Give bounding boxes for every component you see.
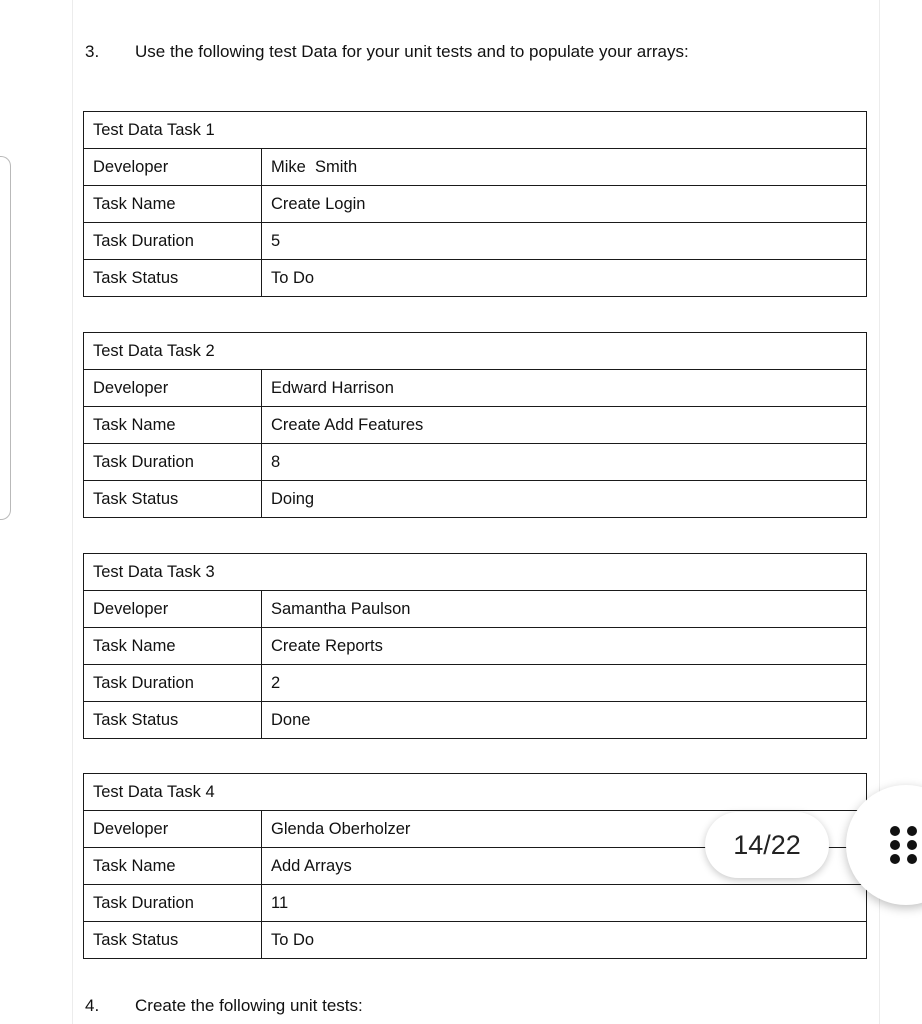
task-duration-label: Task Duration <box>84 223 262 260</box>
table-row <box>84 407 867 444</box>
task-status-label: Task Status <box>84 260 262 297</box>
task-name-label: Task Name <box>84 848 262 885</box>
task-duration-value: 5 <box>262 223 867 260</box>
task-name-value: Create Reports <box>262 628 867 665</box>
task-name-value: Create Add Features <box>262 407 867 444</box>
table-row <box>84 149 867 186</box>
table-row <box>84 885 867 922</box>
developer-value: Glenda Oberholzer <box>262 811 867 848</box>
developer-label: Developer <box>84 591 262 628</box>
table-title: Test Data Task 4 <box>84 774 867 811</box>
task-name-label: Task Name <box>84 407 262 444</box>
table-row <box>84 591 867 628</box>
task-status-label: Task Status <box>84 702 262 739</box>
table-title-row <box>84 112 867 149</box>
developer-label: Developer <box>84 149 262 186</box>
test-data-table-2 <box>83 332 867 518</box>
task-name-label: Task Name <box>84 186 262 223</box>
task-name-value: Create Login <box>262 186 867 223</box>
table-row <box>84 260 867 297</box>
developer-value: Samantha Paulson <box>262 591 867 628</box>
section-4-text: Create the following unit tests: <box>135 996 363 1015</box>
developer-label: Developer <box>84 370 262 407</box>
task-duration-label: Task Duration <box>84 444 262 481</box>
task-status-label: Task Status <box>84 481 262 518</box>
table-row <box>84 665 867 702</box>
task-status-value: Done <box>262 702 867 739</box>
developer-value: Mike Smith <box>262 149 867 186</box>
task-duration-value: 11 <box>262 885 867 922</box>
more-dots-icon <box>890 826 918 864</box>
task-status-value: To Do <box>262 922 867 959</box>
task-duration-label: Task Duration <box>84 885 262 922</box>
developer-label: Developer <box>84 811 262 848</box>
section-3-number: 3. <box>85 42 100 61</box>
table-row <box>84 223 867 260</box>
table-title: Test Data Task 1 <box>84 112 867 149</box>
section-4-number: 4. <box>85 996 100 1015</box>
table-row <box>84 628 867 665</box>
task-duration-label: Task Duration <box>84 665 262 702</box>
test-data-table-3 <box>83 553 867 739</box>
task-status-label: Task Status <box>84 922 262 959</box>
table-row <box>84 186 867 223</box>
table-title: Test Data Task 2 <box>84 333 867 370</box>
developer-value: Edward Harrison <box>262 370 867 407</box>
task-status-value: To Do <box>262 260 867 297</box>
side-panel-handle[interactable] <box>0 156 11 520</box>
table-row <box>84 922 867 959</box>
table-title-row <box>84 333 867 370</box>
table-row <box>84 481 867 518</box>
table-row <box>84 370 867 407</box>
test-data-table-1 <box>83 111 867 297</box>
table-title: Test Data Task 3 <box>84 554 867 591</box>
task-name-value: Add Arrays <box>262 848 867 885</box>
task-name-label: Task Name <box>84 628 262 665</box>
table-row <box>84 444 867 481</box>
section-3-text: Use the following test Data for your unit tests and to populate your arrays: <box>135 42 689 61</box>
table-row <box>84 702 867 739</box>
table-title-row <box>84 774 867 811</box>
table-title-row <box>84 554 867 591</box>
task-status-value: Doing <box>262 481 867 518</box>
task-duration-value: 2 <box>262 665 867 702</box>
task-duration-value: 8 <box>262 444 867 481</box>
page-indicator: 14/22 <box>705 812 829 878</box>
